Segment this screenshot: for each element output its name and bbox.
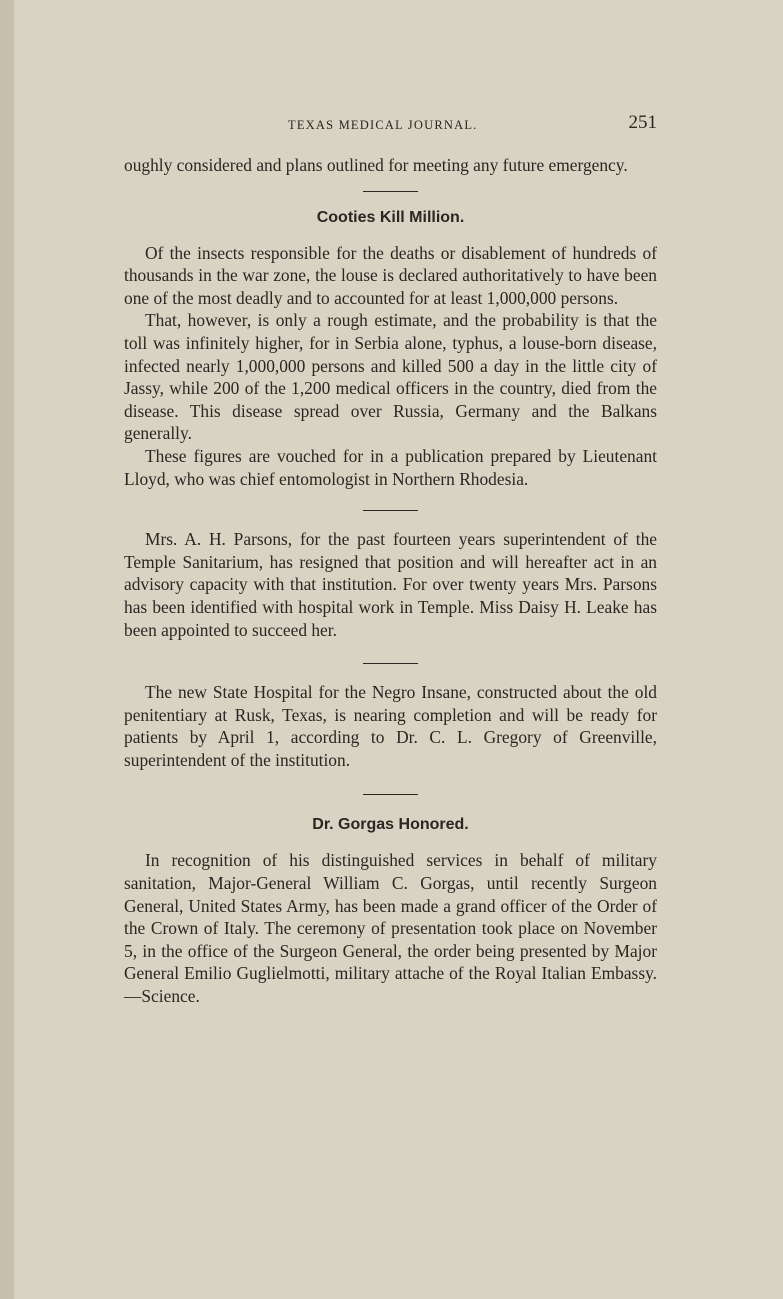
article-title-cooties: Cooties Kill Million. [316, 208, 465, 226]
cooties-paragraph-3: These figures are vouched for in a publication prepared by Lieutenant Lloyd, who was chief entomologist in Northern Rhodesia. [124, 445, 657, 489]
gorgas-paragraph: In recognition of his distinguished services in behalf of military sanitation, Major-General William C. Gorgas, until recently Surgeon General, United States Army, has been made a grand officer of the Order of the Crown of Italy. The ceremony of presentation took place on November 5, in the office of the Surgeon General, the order being presented by Major General Emilio Guglielmotti, military attache of the Royal Italian Embassy.—Science. [124, 850, 657, 1007]
parsons-paragraph: Mrs. A. H. Parsons, for the past fourteen years superintendent of the Temple Sanitarium, has resigned that position and will hereafter act in an advisory capacity with that institution. For over twenty years Mrs. Parsons has been identified with hospital work in Temple. Miss Daisy H. Leake has been appointed to succeed her. [124, 529, 657, 640]
continuation-paragraph: oughly considered and plans outlined for meeting any future emergency. [124, 155, 628, 175]
cooties-paragraph-2: That, however, is only a rough estimate, and the probability is that the toll was infinitely higher, for in Serbia alone, typhus, a louse-born disease, infected nearly 1,000,000 persons and killed 500 a day in the little city of Jassy, while 200 of the 1,200 medical officers in the country, died from the disease. This disease spread over Russia, Germany and the Balkans generally. [124, 310, 657, 444]
running-head: TEXAS MEDICAL JOURNAL. [288, 118, 478, 132]
page-body [124, 154, 657, 1008]
cooties-paragraph-1: Of the insects responsible for the deaths or disablement of hundreds of thousands in the war zone, the louse is declared authoritatively to have been one of the most deadly and to accounted for at least 1,000,000 persons. [124, 242, 657, 308]
page-edge-shadow [0, 0, 14, 1299]
page-header [124, 112, 657, 140]
rusk-paragraph: The new State Hospital for the Negro Insane, constructed about the old penitentiary at Rusk, Texas, is nearing completion and will be ready for patients by April 1, according to Dr. C. L. Gregory of Greenville, superintendent of the institution. [124, 682, 657, 770]
page-number: 251 [628, 112, 657, 133]
article-title-gorgas: Dr. Gorgas Honored. [312, 816, 469, 834]
